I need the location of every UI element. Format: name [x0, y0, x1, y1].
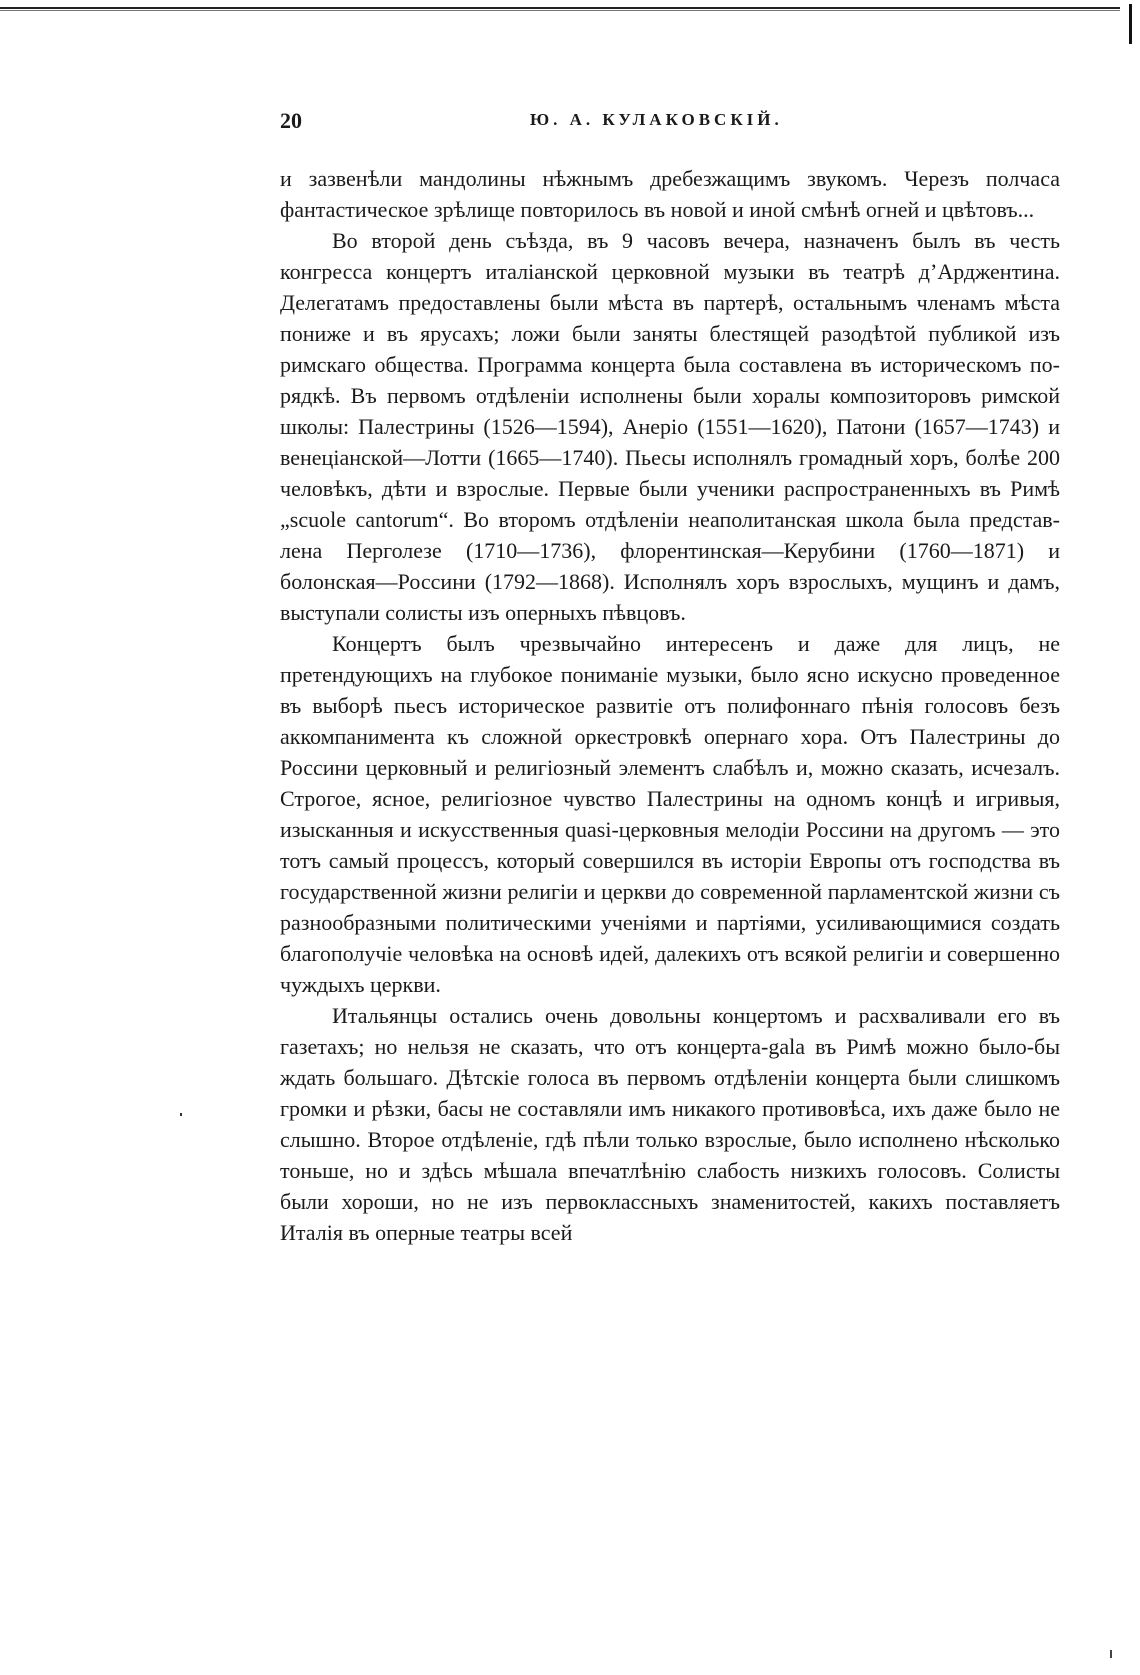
scan-speck	[180, 1113, 182, 1116]
body-text	[280, 163, 1060, 1248]
paragraph: Во второй день съѣзда, въ 9 часовъ вечера, назначенъ былъ въ честь конгресса концертъ италіанской церковной музыки въ театрѣ д’Арджентина. Делегатамъ предоставлены были мѣста въ партерѣ, остальнымъ членамъ мѣста пониже и въ ярусахъ; ложи были заняты блестящей разодѣтой публикой изъ римскаго общества. Программа концерта была составлена въ историческомъ порядкѣ. Въ первомъ отдѣленіи исполнены были хоралы композиторовъ римской школы: Палестрины (1526—1594), Анеріо (1551—1620), Патони (1657—1743) и венеціанской—Лотти (1665—1740). Пьесы исполнялъ громадный хоръ, болѣе 200 человѣкъ, дѣти и взрослые. Первые были ученики распространенныхъ въ Римѣ „scuole cantorum“. Во второмъ отдѣленіи неаполитанская школа была представлена Перголезе (1710—1736), флорентинская—Керубини (1760—1871) и болонская—Россини (1792—1868). Исполнялъ хоръ взрослыхъ, мущинъ и дамъ, выступали солисты изъ оперныхъ пѣвцовъ.	[280, 228, 1060, 625]
scan-border-line	[0, 7, 1120, 9]
paragraph: и зазвенѣли мандолины нѣжнымъ дребезжащимъ звукомъ. Черезъ полчаса фантастическое зрѣлище повторилось въ новой и иной смѣнѣ огней и цвѣтовъ...	[280, 166, 1060, 222]
page-header	[280, 108, 1080, 138]
scan-border-line-thin	[0, 10, 1120, 11]
page-number: 20	[280, 108, 302, 133]
paragraph: Итальянцы остались очень довольны концертомъ и расхваливали его въ газетахъ; но нельзя не сказать, что отъ концерта-gala въ Римѣ можно было-бы ждать большаго. Дѣтскіе голоса въ первомъ отдѣленіи концерта были слишкомъ громки и рѣзки, басы не составляли имъ никакого противовѣса, ихъ даже было не слышно. Второе отдѣленіе, гдѣ пѣли только взрослые, было исполнено нѣсколько тоньше, но и здѣсь мѣшала впечатлѣнію слабость низкихъ голосовъ. Солисты были хороши, но не изъ первоклассныхъ знаменитостей, какихъ поставляетъ Италія въ оперные театры всей	[280, 1003, 1060, 1245]
scan-speck	[1110, 1650, 1112, 1658]
scan-top-edge	[0, 0, 1140, 14]
paragraph: Концертъ былъ чрезвычайно интересенъ и даже для лицъ, не претендующихъ на глубокое пониманіе музыки, было ясно искусно проведенное въ выборѣ пьесъ историческое развитіе отъ полифоннаго пѣнія голосовъ безъ аккомпанимента къ сложной оркестровкѣ опернаго хора. Отъ Палестрины до Россини церковный и религіозный элементъ слабѣлъ и, можно сказать, исчезалъ. Строгое, ясное, религіозное чувство Палестрины на одномъ концѣ и игривыя, изысканныя и искусственныя quasi-церковныя мелодіи Россини на другомъ — это тотъ самый процессъ, который совершился въ исторіи Европы отъ господства въ государственной жизни религіи и церкви до современной парламентской жизни съ разнообразными политическими ученіями и партіями, усиливающимися создать благополучіе человѣка на основѣ идей, далекихъ отъ всякой религіи и совершенно чуждыхъ церкви.	[280, 631, 1060, 997]
scan-corner-mark	[1129, 4, 1132, 44]
running-head: Ю. А. КУЛАКОВСКІЙ.	[530, 110, 783, 129]
